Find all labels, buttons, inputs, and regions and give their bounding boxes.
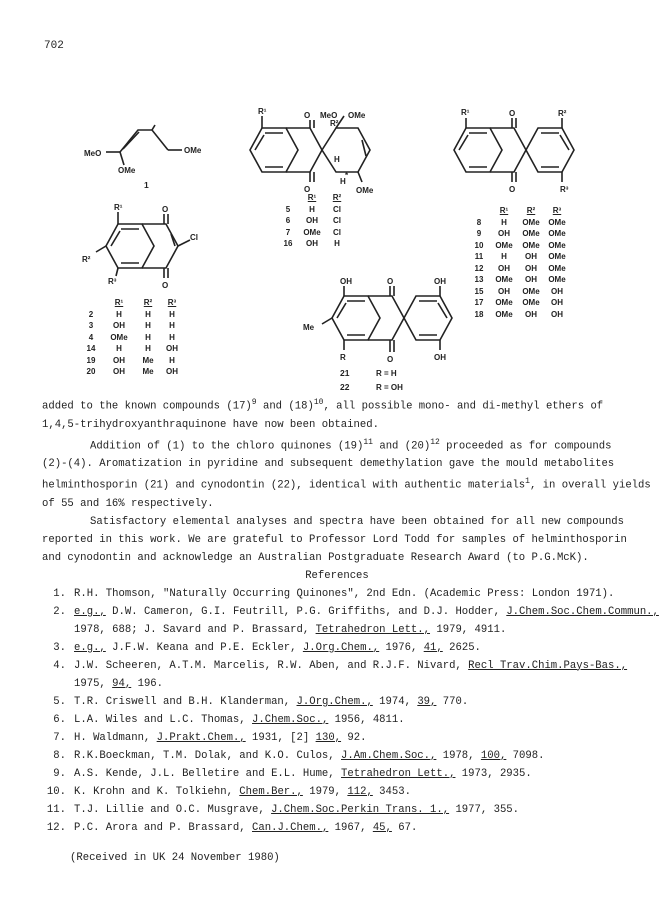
compound-1-structure: [84, 125, 202, 190]
substituent-cell: OMe: [303, 227, 321, 237]
reference-segment: P.C. Arora and P. Brassard,: [74, 821, 253, 834]
table-row: [276, 238, 350, 250]
reference-segment: 1977, 355.: [449, 803, 520, 816]
substituent-cell: H: [169, 332, 175, 342]
compound-number: 9: [476, 229, 482, 238]
c8-o-bot-label: O: [509, 185, 516, 194]
substituent-cell: OH: [551, 309, 563, 319]
reference-segment: D.W. Cameron, G.I. Feutrill, P.G. Griffiths, and D.J. Hodder,: [105, 605, 507, 618]
reference-number: 12.: [46, 821, 66, 834]
c21-number: 21: [340, 368, 350, 378]
references-heading: References: [305, 569, 369, 582]
reference-journal: e.g.,: [74, 605, 106, 618]
reference-item: [42, 639, 632, 657]
reference-item: [42, 801, 632, 819]
reference-segment: A.S. Kende, J.L. Belletire and E.L. Hume,: [74, 767, 342, 780]
reference-item: [42, 693, 632, 711]
reference-text: [74, 639, 481, 657]
reference-number: 10.: [46, 785, 66, 798]
table-header-cell: R¹: [499, 206, 509, 215]
reference-segment: 1931, [2]: [245, 731, 316, 744]
c5-r2-label: R²: [330, 119, 339, 128]
substituent-cell: Cl: [333, 204, 341, 214]
table-row: [80, 343, 184, 355]
compound-number: 16: [283, 239, 293, 248]
c2-r2-label: R²: [82, 255, 91, 264]
c21-o-top-label: O: [387, 277, 394, 286]
reference-segment: 1978, 688; J. Savard and P. Brassard,: [74, 623, 316, 636]
body-line-6: of 55 and 16% respectively.: [42, 497, 214, 510]
reference-segment: 196.: [131, 677, 164, 690]
substituent-cell: H: [169, 355, 175, 365]
reference-segment: R.H. Thomson, "Naturally Occurring Quinones", 2nd Edn. (Academic Press: London 1971).: [74, 587, 615, 600]
reference-segment: 1978,: [436, 749, 481, 762]
page-number: 702: [44, 40, 64, 52]
reference-journal: e.g.,: [74, 641, 106, 654]
substituent-cell: OH: [166, 367, 178, 376]
substituent-cell: H: [501, 252, 507, 261]
compound-number: 8: [476, 217, 482, 227]
substituent-cell: OMe: [548, 240, 566, 250]
reference-number: 9.: [53, 767, 66, 780]
reference-segment: T.J. Lillie and O.C. Musgrave,: [74, 803, 272, 816]
substituent-cell: OMe: [548, 229, 566, 238]
substituent-cell: OH: [113, 321, 125, 330]
compound-number: 20: [86, 367, 96, 376]
table-header-row: [468, 205, 570, 217]
table-header-cell: [468, 205, 490, 217]
reference-journal: Tetrahedron Lett.,: [341, 767, 456, 780]
table-row: [468, 228, 570, 240]
substituent-cell: OMe: [548, 275, 566, 284]
c22-definition: R = OH: [376, 383, 403, 392]
compound-number: 18: [474, 309, 484, 319]
table-header-cell: R³: [552, 206, 562, 215]
table-row: [468, 263, 570, 275]
reference-segment: J.F.W. Keana and P.E. Eckler,: [105, 641, 303, 654]
reference-segment: 3453.: [372, 785, 411, 798]
substituent-cell: OMe: [548, 263, 566, 273]
reference-segment: 1974,: [372, 695, 418, 708]
compound-number: 4: [88, 332, 94, 342]
substituent-cell: OH: [551, 286, 563, 296]
reference-number: 4.: [53, 659, 66, 672]
reference-journal: J.Chem.Soc.Chem.Commun.,: [506, 605, 659, 618]
substituent-cell: Cl: [333, 216, 341, 225]
chemical-structures-figure: [0, 0, 672, 395]
reference-segment: 7098.: [506, 749, 545, 762]
reference-journal: 130,: [315, 731, 342, 744]
table-header-row: [80, 297, 184, 309]
reference-segment: 1967,: [328, 821, 373, 834]
reference-journal: Recl Trav.Chim.Pays-Bas.,: [468, 659, 628, 672]
substituent-cell: OMe: [522, 298, 540, 307]
table-header-cell: R¹: [307, 193, 317, 202]
reference-journal: Can.J.Chem.,: [252, 821, 329, 834]
table-header-cell: R²: [526, 206, 536, 215]
substituent-cell: OMe: [495, 275, 513, 284]
reference-number: 2.: [53, 605, 66, 618]
reference-journal: 45,: [372, 821, 392, 834]
substituent-cell: H: [169, 309, 175, 319]
c8-r2-label: R²: [558, 109, 567, 118]
compound-number: 17: [474, 298, 484, 307]
reference-segment: 92.: [341, 731, 367, 744]
table-header-cell: [80, 297, 102, 309]
table-row: [468, 217, 570, 229]
reference-segment: 770.: [436, 695, 469, 708]
substituent-cell: OMe: [548, 252, 566, 261]
table-row: [80, 355, 184, 367]
substituent-cell: OH: [498, 263, 510, 273]
substituent-cell: OH: [551, 298, 563, 307]
c21-definition: R = H: [376, 369, 397, 378]
substituent-cell: OH: [113, 355, 125, 365]
body-line-3: Addition of (1) to the chloro quinones $(19)^{11}$ and $(20)^{12}$ proceeded as for compounds: [90, 437, 612, 453]
substituent-cell: H: [145, 321, 151, 330]
reference-text: [74, 657, 627, 675]
compound-number: 10: [474, 240, 484, 250]
reference-text: [74, 801, 519, 819]
reference-journal: Tetrahedron Lett.,: [315, 623, 431, 636]
table-compounds-5-16: [276, 192, 350, 250]
table-row: [80, 320, 184, 332]
reference-segment: J.W. Scheeren, A.T.M. Marcelis, R.W. Aben, and R.J.F. Nivard,: [74, 659, 469, 672]
compound-number: 7: [285, 227, 291, 237]
reference-segment: 1976,: [379, 641, 424, 654]
body-line-1: added to the known compounds $(17)^9$ and $(18)^{10}$, all possible mono- and di-methyl ethers of: [42, 398, 604, 413]
c1-ome-label-a: OMe: [184, 146, 202, 155]
c5-o-bot-label: O: [304, 185, 311, 194]
body-line-2: 1,4,5-trihydroxyanthraquinone have now been obtained.: [42, 418, 379, 431]
reference-journal: J.Org.Chem.,: [296, 695, 373, 708]
table-row: [276, 204, 350, 216]
substituent-cell: OH: [306, 216, 318, 225]
substituent-cell: H: [145, 344, 151, 353]
reference-item: [42, 603, 659, 621]
c2-cl-label: Cl: [190, 233, 198, 242]
substituent-cell: OH: [525, 309, 537, 319]
substituent-cell: H: [334, 239, 340, 248]
substituent-cell: OH: [525, 263, 537, 273]
compound-number: 15: [474, 286, 484, 296]
reference-text: [74, 711, 405, 729]
compound-number: 6: [285, 216, 291, 225]
references-list: [42, 585, 659, 837]
reference-item: [42, 819, 632, 837]
reference-segment: 1979,: [302, 785, 348, 798]
reference-journal: J.Am.Chem.Soc.,: [341, 749, 437, 762]
table-header-cell: R³: [167, 298, 177, 307]
reference-segment: H. Waldmann,: [74, 731, 157, 744]
reference-number: 5.: [53, 695, 66, 708]
substituent-cell: OMe: [495, 298, 513, 307]
reference-continuation: [42, 675, 632, 693]
substituent-cell: H: [116, 344, 122, 353]
substituent-cell: OH: [498, 229, 510, 238]
c5-ome-top-label: OMe: [348, 111, 366, 120]
substituent-cell: H: [169, 321, 175, 330]
substituent-cell: H: [145, 309, 151, 319]
reference-segment: 1975,: [74, 677, 113, 690]
reference-segment: 1973, 2935.: [455, 767, 532, 780]
c8-o-top-label: O: [509, 109, 516, 118]
reference-text: [74, 819, 417, 837]
reference-number: 11.: [46, 803, 66, 816]
reference-segment: 1956, 4811.: [328, 713, 405, 726]
body-line-9: and cynodontin and acknowledge an Australian Postgraduate Research Award (to P.G.McK).: [42, 551, 589, 564]
table-row: [468, 274, 570, 286]
reference-text: [74, 729, 366, 747]
substituent-cell: OMe: [495, 240, 513, 250]
c8-r1-label: R¹: [461, 108, 470, 117]
substituent-cell: Cl: [333, 227, 341, 237]
substituent-cell: OMe: [522, 286, 540, 296]
reference-journal: 41,: [423, 641, 443, 654]
reference-text: [74, 783, 411, 801]
compound-number: 13: [474, 275, 484, 284]
received-date: (Received in UK 24 November 1980): [70, 852, 280, 864]
compound-8-structure: [454, 108, 574, 194]
compound-5-structure: [250, 107, 374, 195]
compound-21-structure: [303, 277, 452, 392]
substituent-cell: Me: [142, 367, 154, 376]
reference-text: [74, 747, 544, 765]
table-row: [80, 332, 184, 344]
table-row: [468, 251, 570, 263]
reference-segment: K. Krohn and K. Tolkiehn,: [74, 785, 240, 798]
reference-segment: 67.: [391, 821, 418, 834]
c22-number: 22: [340, 382, 350, 392]
table-header-row: [276, 192, 350, 204]
reference-item: [42, 783, 632, 801]
compound-number: 12: [474, 263, 484, 273]
compound-number: 14: [86, 344, 96, 353]
table-row: [468, 309, 570, 321]
reference-item: [42, 747, 632, 765]
table-row: [468, 286, 570, 298]
substituent-cell: OH: [525, 252, 537, 261]
c5-o-top-label: O: [304, 111, 311, 120]
reference-item: [42, 585, 632, 603]
table-compounds-2-20: [80, 297, 184, 378]
c5-meo-label: MeO: [320, 111, 338, 120]
substituent-cell: H: [116, 309, 122, 319]
reference-journal: 112,: [347, 785, 373, 798]
table-row: [80, 366, 184, 378]
substituent-cell: OH: [306, 239, 318, 248]
c21-o-bot-label: O: [387, 355, 394, 364]
c2-r1-label: R¹: [114, 203, 123, 212]
table-header-cell: R²: [332, 193, 342, 202]
reference-segment: 1979, 4911.: [430, 623, 507, 636]
reference-number: 7.: [53, 731, 66, 744]
compound-number: 5: [285, 204, 291, 214]
substituent-cell: OMe: [110, 332, 128, 342]
substituent-cell: OH: [525, 275, 537, 284]
reference-item: [42, 657, 632, 675]
c1-meo-label: MeO: [84, 149, 102, 158]
substituent-cell: H: [501, 217, 507, 227]
compound-number: 11: [474, 252, 484, 261]
body-line-8: reported in this work. We are grateful to Professor Lord Todd for samples of helminthosporin: [42, 533, 627, 546]
c5-star-label: *: [345, 171, 349, 180]
compound-number: 2: [88, 309, 94, 319]
substituent-cell: Me: [142, 355, 154, 365]
reference-journal: J.Org.Chem.,: [302, 641, 380, 654]
reference-number: 8.: [53, 749, 66, 762]
c5-ome-bot-label: OMe: [356, 186, 374, 195]
substituent-cell: H: [145, 332, 151, 342]
reference-number: 1.: [53, 587, 66, 600]
c1-ome-label-b: OMe: [118, 166, 136, 175]
reference-journal: J.Chem.Soc.Perkin Trans. 1.,: [271, 803, 450, 816]
table-header-cell: R¹: [114, 298, 124, 307]
table-row: [276, 215, 350, 227]
c2-r3-label: R³: [108, 277, 117, 286]
reference-journal: Chem.Ber.,: [239, 785, 303, 798]
substituent-cell: OMe: [522, 240, 540, 250]
substituent-cell: H: [309, 204, 315, 214]
reference-segment: T.R. Criswell and B.H. Klanderman,: [74, 695, 297, 708]
reference-item: [42, 765, 632, 783]
reference-journal: 39,: [417, 695, 437, 708]
reference-text: [74, 693, 468, 711]
c5-r1-label: R¹: [258, 107, 267, 116]
c5-h2-label: H: [340, 177, 346, 186]
c21-me-label: Me: [303, 323, 315, 332]
reference-segment: L.A. Wiles and L.C. Thomas,: [74, 713, 253, 726]
c21-oh1-label: OH: [340, 277, 352, 286]
substituent-cell: OH: [166, 344, 178, 353]
reference-text: [74, 603, 659, 621]
substituent-cell: OH: [113, 367, 125, 376]
table-header-cell: [276, 192, 300, 204]
reference-journal: 94,: [112, 677, 132, 690]
body-line-7: Satisfactory elemental analyses and spectra have been obtained for all new compounds: [90, 515, 625, 528]
reference-text: [74, 585, 614, 603]
c21-r-label: R: [340, 353, 346, 362]
body-line-5: helminthosporin (21) and cynodontin (22), identical with authentic materials$^1$, in overall yields: [42, 477, 651, 492]
compound-2-structure: [82, 203, 198, 290]
table-row: [468, 297, 570, 309]
c8-r3-label: R³: [560, 185, 569, 194]
c21-oh2-label: OH: [434, 277, 446, 286]
reference-continuation: [42, 621, 632, 639]
table-row: [468, 240, 570, 252]
substituent-cell: OMe: [522, 217, 540, 227]
reference-item: [42, 729, 632, 747]
substituent-cell: OMe: [495, 309, 513, 319]
reference-segment: 2625.: [442, 641, 481, 654]
table-row: [80, 309, 184, 321]
reference-number: 6.: [53, 713, 66, 726]
table-compounds-8-18: [468, 205, 570, 320]
reference-item: [42, 711, 632, 729]
reference-journal: 100,: [480, 749, 507, 762]
body-text: [42, 394, 659, 837]
c1-number: 1: [144, 180, 149, 190]
reference-journal: J.Prakt.Chem.,: [156, 731, 246, 744]
reference-text: [74, 765, 532, 783]
reference-number: 3.: [53, 641, 66, 654]
compound-number: 3: [88, 321, 94, 330]
table-header-cell: R²: [143, 298, 153, 307]
c2-o-bot-label: O: [162, 281, 169, 290]
c5-h1-label: H: [334, 155, 340, 164]
c21-oh3-label: OH: [434, 353, 446, 362]
reference-segment: R.K.Boeckman, T.M. Dolak, and K.O. Culos,: [74, 749, 342, 762]
table-row: [276, 227, 350, 239]
substituent-cell: OH: [498, 286, 510, 296]
substituent-cell: OMe: [548, 217, 566, 227]
compound-number: 19: [86, 355, 96, 365]
c2-o-top-label: O: [162, 205, 169, 214]
body-line-4: (2)-(4). Aromatization in pyridine and subsequent demethylation gave the mould metabolites: [42, 458, 615, 471]
substituent-cell: OMe: [522, 229, 540, 238]
reference-journal: J.Chem.Soc.,: [252, 713, 329, 726]
